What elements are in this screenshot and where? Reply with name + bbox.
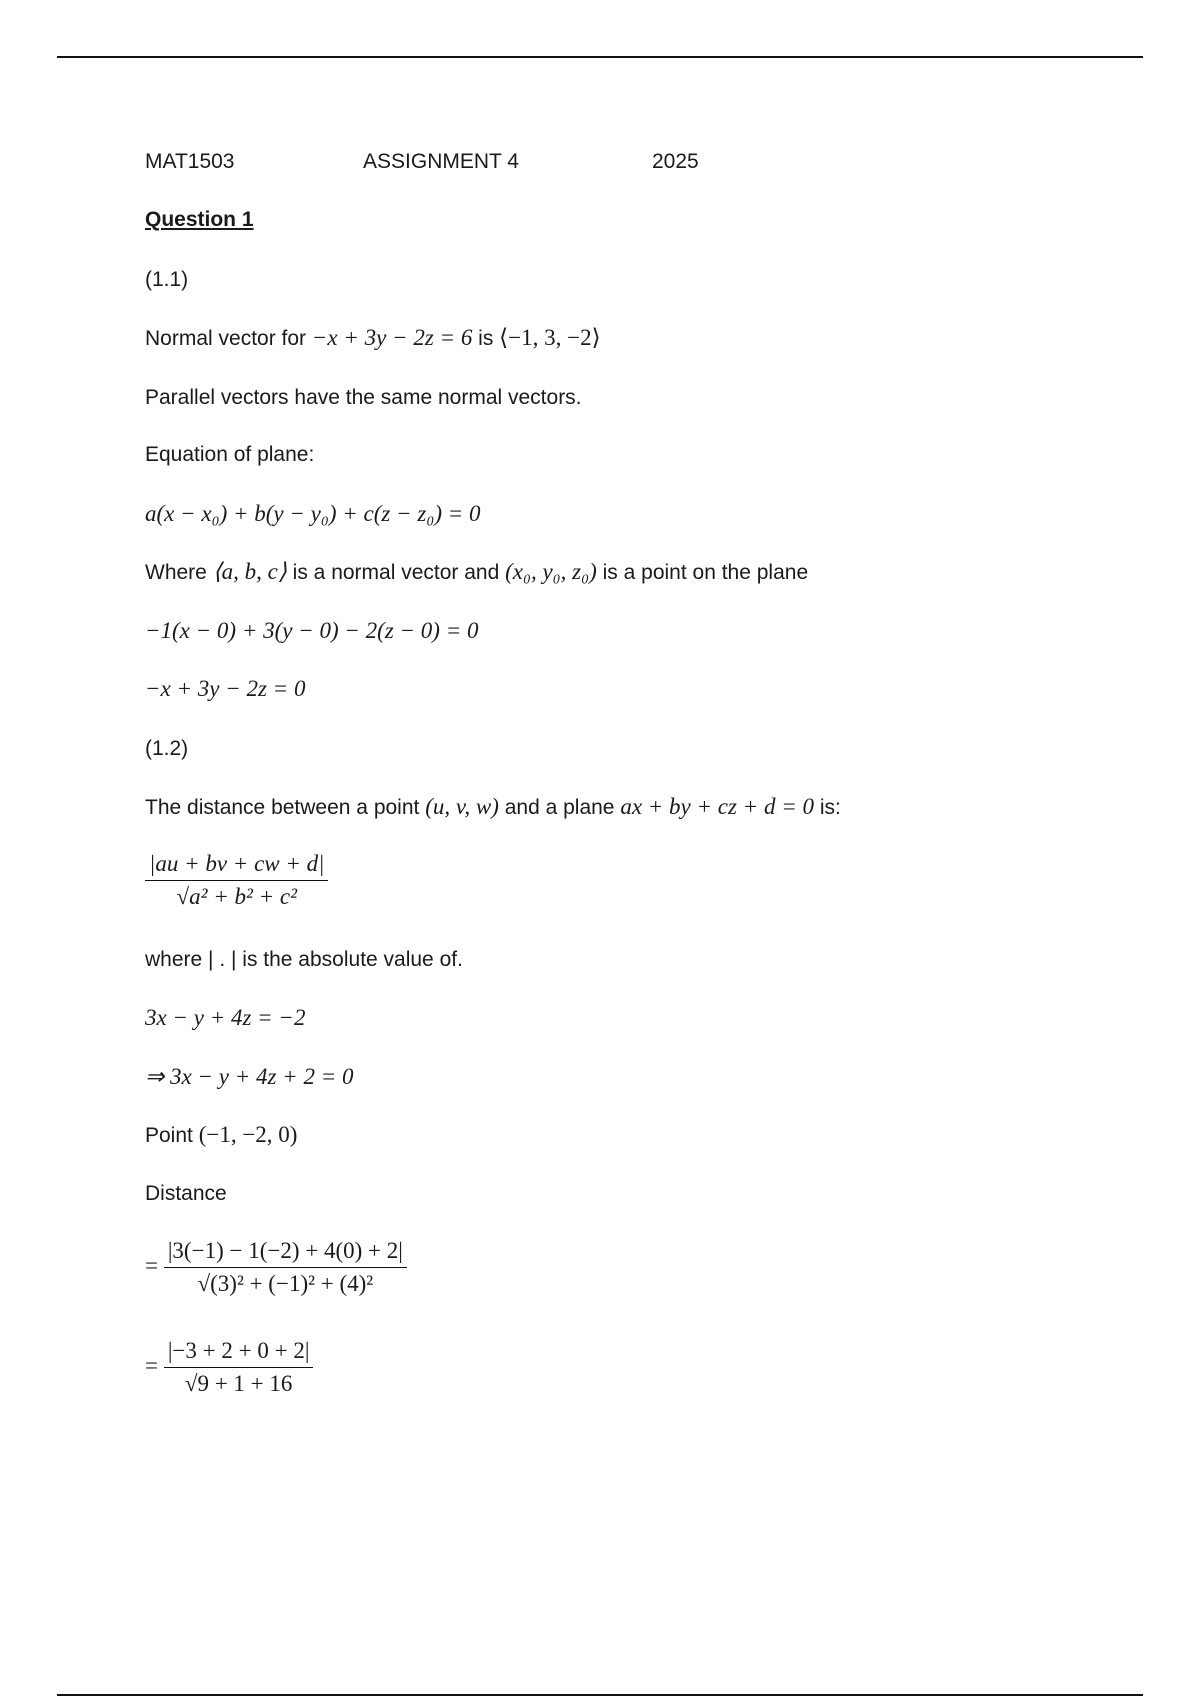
point-label: Point xyxy=(145,1124,199,1147)
plane-general-equation: a(x − x₀) + b(y − y₀) + c(z − z₀) = 0 xyxy=(145,501,481,526)
point-value: (−1, −2, 0) xyxy=(198,1122,298,1147)
normal-vector: ⟨−1, 3, −2⟩ xyxy=(499,325,601,350)
normal-vector-line xyxy=(145,324,601,353)
sqrt-sign: √ xyxy=(184,1371,198,1396)
dist-prefix: The distance between a point xyxy=(145,796,426,819)
step-1-radicand: (3)² + (−1)² + (4)² xyxy=(210,1271,374,1296)
step-2-radicand: 9 + 1 + 16 xyxy=(197,1371,293,1396)
normal-prefix: Normal vector for xyxy=(145,327,312,350)
bottom-rule xyxy=(57,1694,1143,1696)
substitution-equation: −1(x − 0) + 3(y − 0) − 2(z − 0) = 0 xyxy=(145,618,479,643)
distance-step-2 xyxy=(145,1337,313,1398)
normal-is: is xyxy=(472,327,500,350)
formula-numerator: |au + bv + cw + d| xyxy=(145,850,328,881)
distance-definition-line xyxy=(145,793,841,822)
step-1-denominator xyxy=(164,1268,407,1298)
normal-equation: −x + 3y − 2z = 6 xyxy=(311,325,473,350)
sqrt-sign: √ xyxy=(197,1271,211,1296)
step-2-denominator xyxy=(164,1368,314,1398)
step-1-fraction xyxy=(164,1237,407,1298)
formula-denominator xyxy=(145,881,328,911)
dist-mid: and a plane xyxy=(498,796,621,819)
assignment-title: ASSIGNMENT 4 xyxy=(363,150,519,173)
point-line xyxy=(145,1121,297,1150)
absolute-value-text: where | . | is the absolute value of. xyxy=(145,948,463,971)
plane-equation-standard: ⇒ 3x − y + 4z + 2 = 0 xyxy=(145,1064,354,1089)
where-mid: is a normal vector and xyxy=(286,561,506,584)
where-suffix: is a point on the plane xyxy=(596,561,809,584)
distance-formula xyxy=(145,850,328,911)
dist-point: (u, v, w) xyxy=(425,794,499,819)
sqrt-sign: √ xyxy=(176,884,190,909)
assignment-year: 2025 xyxy=(652,150,699,173)
formula-radicand: a² + b² + c² xyxy=(189,884,298,909)
course-code: MAT1503 xyxy=(145,150,235,173)
question-title: Question 1 xyxy=(145,208,254,231)
plane-label: Equation of plane: xyxy=(145,443,315,466)
equals-sign-2: = xyxy=(145,1353,158,1379)
part-1-2-label: (1.2) xyxy=(145,737,189,760)
step-2-numerator: |−3 + 2 + 0 + 2| xyxy=(164,1337,314,1368)
where-vector: ⟨a, b, c⟩ xyxy=(212,559,287,584)
dist-suffix: is: xyxy=(813,796,841,819)
step-2-fraction xyxy=(164,1337,314,1398)
distance-label: Distance xyxy=(145,1182,227,1205)
equals-sign-1: = xyxy=(145,1253,158,1279)
step-1-numerator: |3(−1) − 1(−2) + 4(0) + 2| xyxy=(164,1237,407,1268)
dist-plane: ax + by + cz + d = 0 xyxy=(620,794,814,819)
plane-equation: 3x − y + 4z = −2 xyxy=(145,1005,306,1030)
where-prefix: Where xyxy=(145,561,213,584)
distance-formula-fraction xyxy=(145,850,328,911)
distance-step-1 xyxy=(145,1237,407,1298)
parallel-text: Parallel vectors have the same normal vectors. xyxy=(145,386,582,409)
where-line xyxy=(145,558,808,587)
where-point: (x₀, y₀, z₀) xyxy=(505,559,597,584)
part-1-1-label: (1.1) xyxy=(145,268,189,291)
top-rule xyxy=(57,56,1143,58)
result-equation: −x + 3y − 2z = 0 xyxy=(145,676,306,701)
